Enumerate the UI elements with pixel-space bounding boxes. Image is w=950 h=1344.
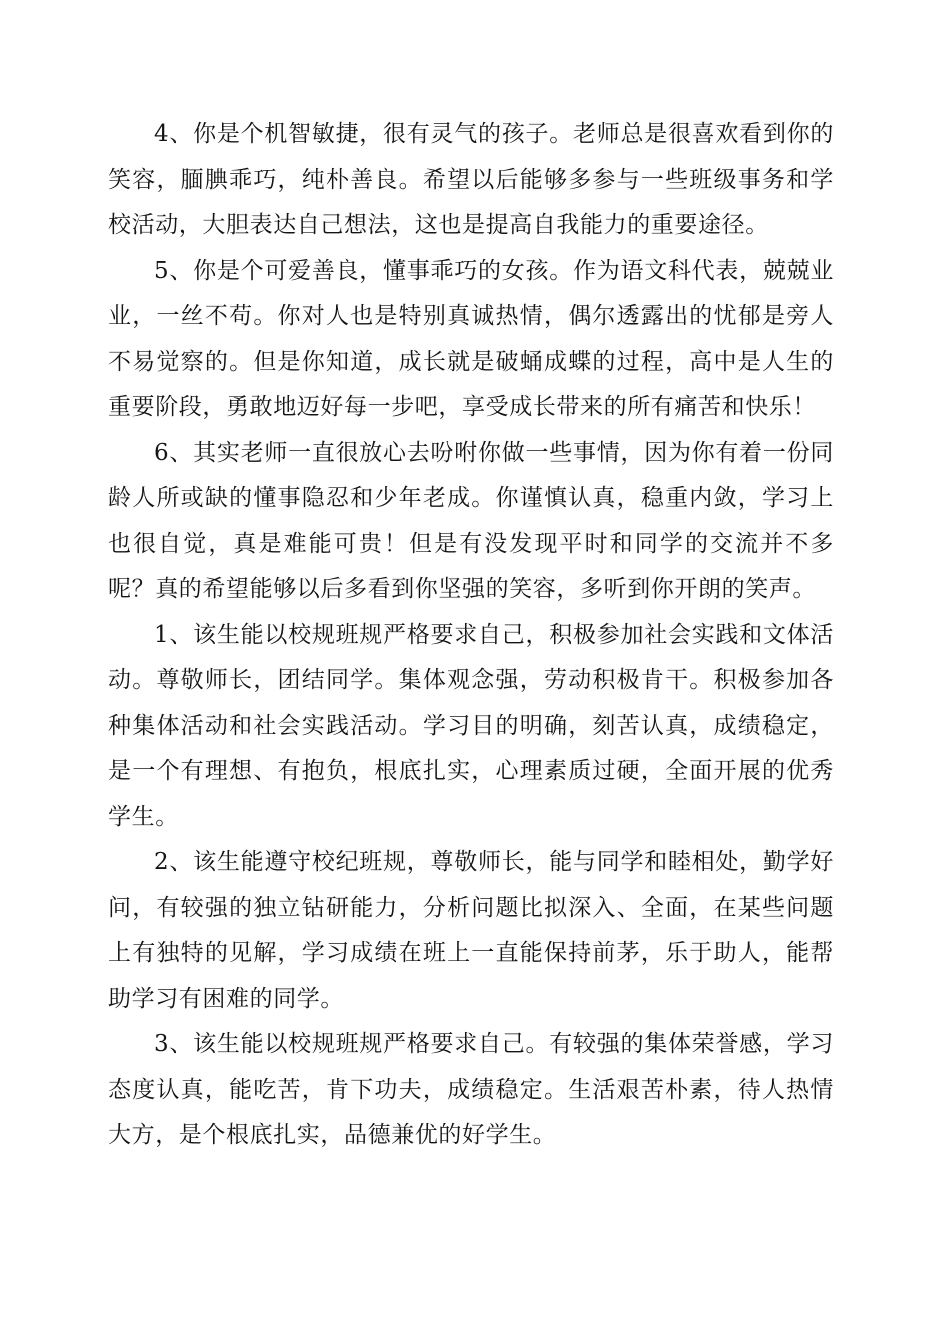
- paragraph-comment-6: 6、其实老师一直很放心去吩咐你做一些事情，因为你有着一份同龄人所或缺的懂事隐忍和少年老成。你谨慎认真，稳重内敛，学习上也很自觉，真是难能可贵！但是有没发现平时和同学的交流并不多呢？真的希望能够以后多看到你坚强的笑容，多听到你开朗的笑声。: [108, 439, 834, 602]
- paragraph-evaluation-2: 2、该生能遵守校纪班规，尊敬师长，能与同学和睦相处，勤学好问，有较强的独立钻研能力，分析问题比拟深入、全面，在某些问题上有独特的见解，学习成绩在班上一直能保持前茅，乐于助人，能帮助学习有困难的同学。: [108, 849, 834, 1012]
- paragraph-comment-4: 4、你是个机智敏捷，很有灵气的孩子。老师总是很喜欢看到你的笑容，腼腆乖巧，纯朴善良。希望以后能够多参与一些班级事务和学校活动，大胆表达自己想法，这也是提高自我能力的重要途径。: [108, 121, 834, 238]
- document-body: [108, 112, 834, 1159]
- paragraph-comment-5: 5、你是个可爱善良，懂事乖巧的女孩。作为语文科代表，兢兢业业，一丝不苟。你对人也是特别真诚热情，偶尔透露出的忧郁是旁人不易觉察的。但是你知道，成长就是破蛹成蝶的过程，高中是人生的重要阶段，勇敢地迈好每一步吧，享受成长带来的所有痛苦和快乐！: [108, 257, 834, 420]
- paragraph-evaluation-3: 3、该生能以校规班规严格要求自己。有较强的集体荣誉感，学习态度认真，能吃苦，肯下功夫，成绩稳定。生活艰苦朴素，待人热情大方，是个根底扎实，品德兼优的好学生。: [108, 1031, 834, 1148]
- paragraph-evaluation-1: 1、该生能以校规班规严格要求自己，积极参加社会实践和文体活动。尊敬师长，团结同学。集体观念强，劳动积极肯干。积极参加各种集体活动和社会实践活动。学习目的明确，刻苦认真，成绩稳定，是一个有理想、有抱负，根底扎实，心理素质过硬，全面开展的优秀学生。: [108, 621, 834, 830]
